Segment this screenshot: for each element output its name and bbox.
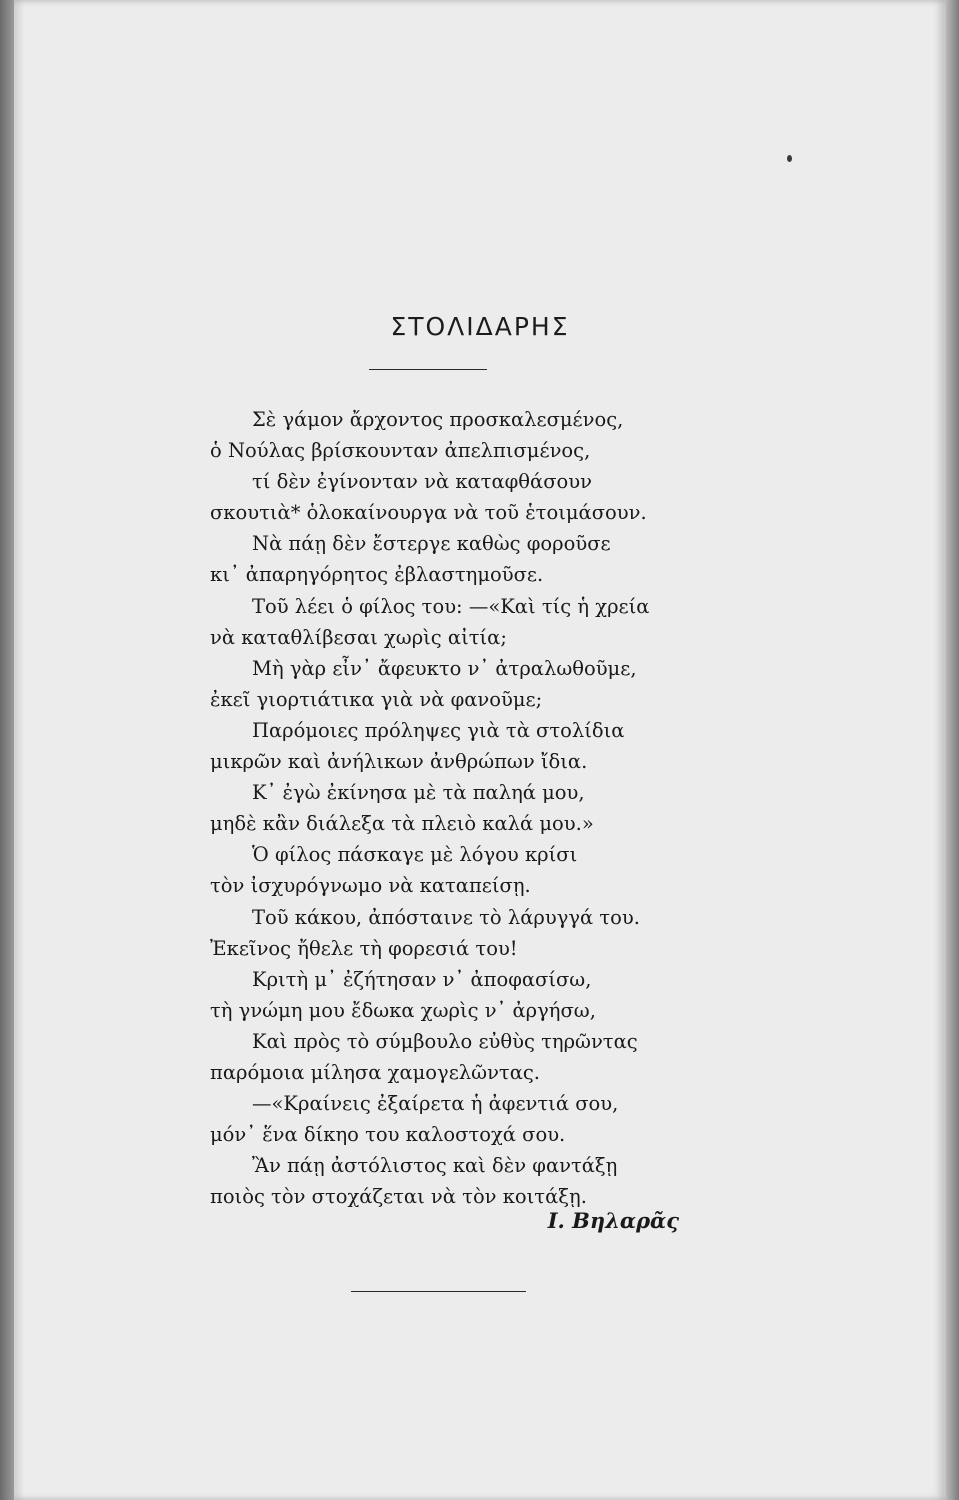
poem-line: ποιὸς τὸν στοχάζεται νὰ τὸν κοιτάξῃ.	[210, 1185, 587, 1209]
poem-line: Κριτὴ μ᾽ ἐζήτησαν ν᾽ ἀποφασίσω,	[252, 967, 592, 991]
poem-line: Μὴ γὰρ εἶν᾽ ἄφευκτο ν᾽ ἀτραλωθοῦμε,	[252, 656, 637, 680]
poem-line: Καὶ πρὸς τὸ σύμβουλο εὐθὺς τηρῶντας	[252, 1029, 638, 1053]
poem-line: ἐκεῖ γιορτιάτικα γιὰ νὰ φανοῦμε;	[210, 687, 543, 711]
poem-line: Νὰ πάῃ δὲν ἔστεργε καθὼς φοροῦσε	[252, 532, 611, 556]
scan-left-edge	[0, 0, 14, 1500]
poem-line: Ἐκεῖνος ἤθελε τὴ φορεσιά του!	[210, 936, 518, 960]
poem-line: μηδὲ κἂν διάλεξα τὰ πλειὸ καλά μου.»	[210, 812, 594, 836]
poem-line: —«Κραίνεις ἐξαίρετα ἡ ἀφεντιά σου,	[252, 1092, 619, 1116]
poem-line: μόν᾽ ἕνα δίκηο του καλοστοχά σου.	[210, 1123, 566, 1147]
poem-line: τὸν ἰσχυρόγνωμο νὰ καταπείσῃ.	[210, 874, 531, 898]
poem-line: Ἂν πάῃ ἀστόλιστος καὶ δὲν φαντάξῃ	[252, 1154, 618, 1178]
poem-line: Ὁ φίλος πάσκαγε μὲ λόγου κρίσι	[252, 843, 578, 867]
poem-title: ΣΤΟΛΙΔΑΡΗΣ	[390, 312, 570, 341]
poem-line: κι᾽ ἀπαρηγόρητος ἐβλαστημοῦσε.	[210, 563, 544, 587]
poem-line: τί δὲν ἐγίνονταν νὰ καταφθάσουν	[252, 470, 592, 494]
poem-line: σκουτιὰ* ὁλοκαίνουργα νὰ τοῦ ἑτοιμάσουν.	[210, 501, 647, 525]
poem-line: νὰ καταθλίβεσαι χωρὶς αἰτία;	[210, 625, 507, 649]
poem-line: Κ᾽ ἐγὼ ἐκίνησα μὲ τὰ παληά μου,	[252, 781, 585, 805]
poem-line: Παρόμοιες πρόληψες γιὰ τὰ στολίδια	[252, 718, 625, 742]
poem-line: παρόμοια μίλησα χαμογελῶντας.	[210, 1060, 540, 1084]
title-rule	[369, 369, 487, 370]
end-rule	[351, 1291, 526, 1292]
scan-right-edge	[946, 0, 959, 1500]
poem-line: Τοῦ λέει ὁ φίλος του: —«Καὶ τίς ἡ χρεία	[252, 594, 650, 618]
poem-line: τὴ γνώμη μου ἔδωκα χωρὶς ν᾽ ἀργήσω,	[210, 998, 596, 1022]
page	[14, 0, 946, 1500]
poem-body	[210, 404, 710, 1212]
ink-speck	[787, 155, 792, 162]
poem-line: μικρῶν καὶ ἀνήλικων ἀνθρώπων ἴδια.	[210, 750, 588, 774]
poem-line: ὁ Νούλας βρίσκουνταν ἀπελπισμένος,	[210, 439, 591, 463]
poem-line: Τοῦ κάκου, ἀπόσταινε τὸ λάρυγγά του.	[252, 905, 640, 929]
poem-line: Σὲ γάμον ἄρχοντος προσκαλεσμένος,	[252, 408, 624, 431]
author-signature: Ι. Βηλαρᾶς	[547, 1208, 679, 1233]
